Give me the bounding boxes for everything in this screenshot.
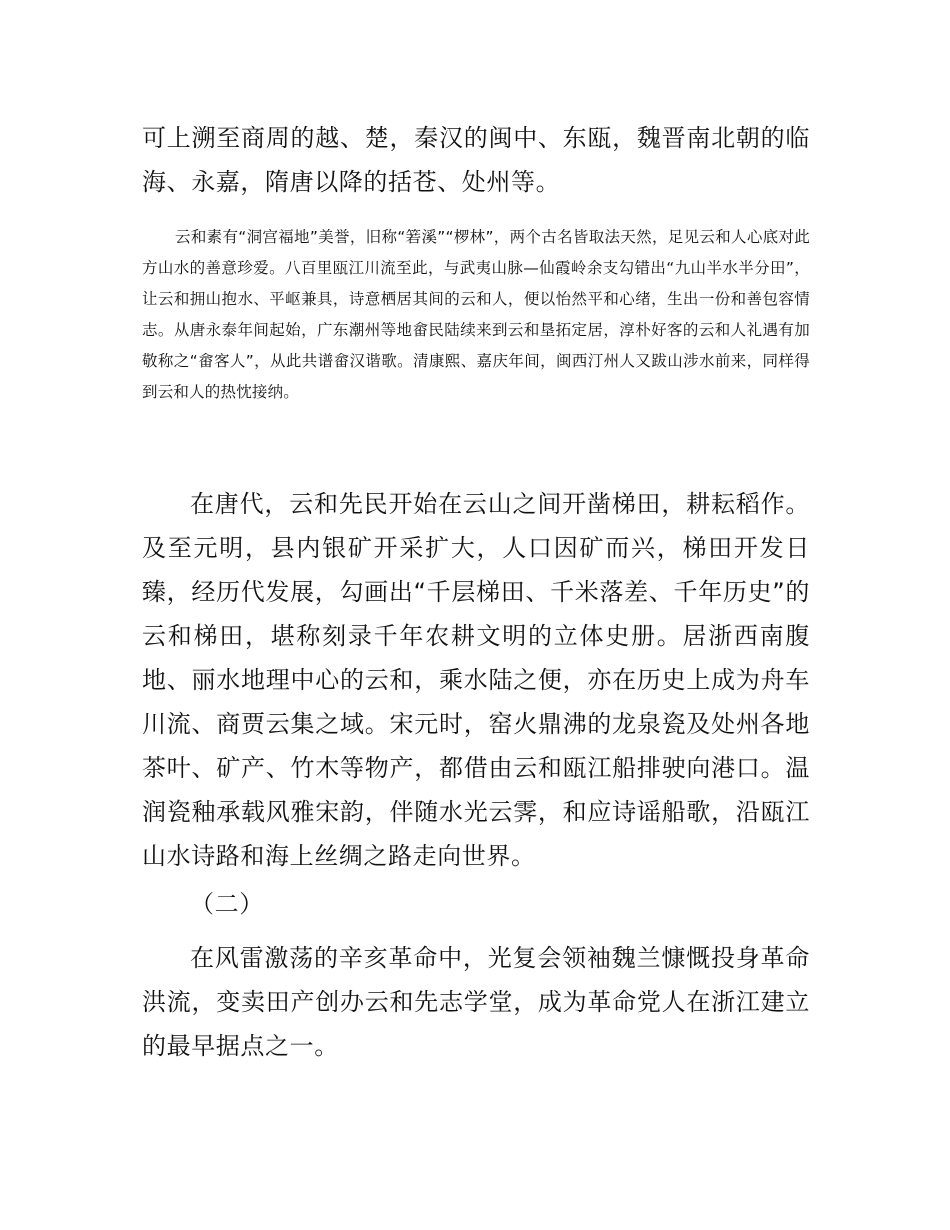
paragraph-revolution: 在风雷激荡的辛亥革命中，光复会领袖魏兰慷慨投身革命洪流，变卖田产创办云和先志学堂，成为革命党人在浙江建立的最早据点之一。 — [142, 944, 810, 1060]
paragraph-origins: 可上溯至商周的越、楚，秦汉的闽中、东瓯，魏晋南北朝的临海、永嘉，隋唐以降的括苍、处州等。 — [142, 124, 810, 196]
paragraph-terraces-trade: 在唐代，云和先民开始在云山之间开凿梯田，耕耘稻作。及至元明，县内银矿开采扩大，人口因矿而兴，梯田开发日臻，经历代发展，勾画出“千层梯田、千米落差、千年历史”的云和梯田，堪称刻录千年农耕文明的立体史册。居浙西南腹地、丽水地理中心的云和，乘水陆之便，亦在历史上成为舟车川流、商贾云集之域。宋元时，窑火鼎沸的龙泉瓷及处州各地茶叶、矿产、竹木等物产，都借由云和瓯江船排驶向港口。温润瓷釉承载风雅宋韵，伴随水光云霁，和应诗谣船歌，沿瓯江山水诗路和海上丝绸之路走向世界。 — [142, 490, 810, 870]
section-heading-two: （二） — [190, 890, 264, 918]
paragraph-yunhe-names: 云和素有“洞宫福地”美誉，旧称“箬溪”“椤林”，两个古名皆取法天然，足见云和人心底对此方山水的善意珍爱。八百里瓯江川流至此，与武夷山脉—仙霞岭余支勾错出“九山半水半分田”，让云和拥山抱水、平岖兼具，诗意栖居其间的云和人，便以怡然平和心绪，生出一份和善包容情志。从唐永泰年间起始，广东潮州等地畲民陆续来到云和垦拓定居，淳朴好客的云和人礼遇有加敬称之“畲客人”，从此共谱畲汉谐歌。清康熙、嘉庆年间，闽西汀州人又跋山涉水前来，同样得到云和人的热忱接纳。 — [142, 228, 810, 401]
